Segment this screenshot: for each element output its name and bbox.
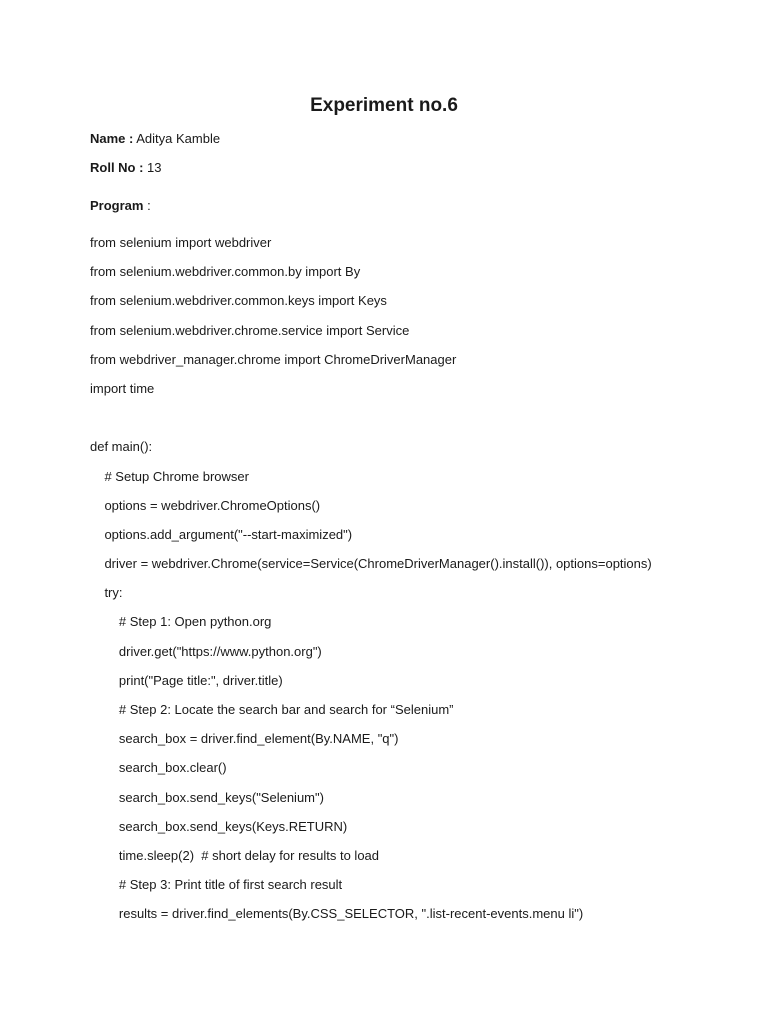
page-title: Experiment no.6 xyxy=(310,95,458,116)
code-line: time.sleep(2) # short delay for results to load xyxy=(90,847,380,863)
code-line: search_box.clear() xyxy=(90,760,227,776)
code-line: search_box.send_keys("Selenium") xyxy=(90,789,324,805)
program-suffix: : xyxy=(143,198,151,213)
code-line: from selenium.webdriver.chrome.service import Service xyxy=(90,322,410,338)
code-line: def main(): xyxy=(90,439,153,455)
code-line: from selenium import webdriver xyxy=(90,235,272,250)
program-label: Program xyxy=(90,198,144,213)
code-line: from selenium.webdriver.common.by import By xyxy=(90,264,361,280)
code-line: search_box.send_keys(Keys.RETURN) xyxy=(90,818,348,834)
roll-field xyxy=(90,159,162,177)
code-line: # Setup Chrome browser xyxy=(90,468,249,484)
code-line xyxy=(90,409,750,438)
code-line: # Step 3: Print title of first search result xyxy=(90,877,343,893)
code-line: driver.get("https://www.python.org") xyxy=(90,643,322,659)
code-line: options.add_argument("--start-maximized") xyxy=(90,526,353,542)
code-line: # Step 1: Open python.org xyxy=(90,614,272,630)
name-field xyxy=(90,130,220,148)
name-label: Name : xyxy=(90,131,134,146)
program-field xyxy=(90,197,151,215)
code-line: print("Page title:", driver.title) xyxy=(90,672,283,688)
code-block xyxy=(90,234,750,935)
roll-value: 13 xyxy=(143,160,162,175)
name-value: Aditya Kamble xyxy=(133,131,221,146)
code-line: try: xyxy=(90,585,123,601)
code-line: # Step 2: Locate the search bar and search for “Selenium” xyxy=(90,702,454,717)
code-line: results = driver.find_elements(By.CSS_SELECTOR, ".list-recent-events.menu li") xyxy=(90,906,584,922)
code-line: from selenium.webdriver.common.keys import Keys xyxy=(90,293,387,309)
code-line: import time xyxy=(90,380,155,396)
code-line: search_box = driver.find_element(By.NAME, "q") xyxy=(90,731,399,747)
code-line: driver = webdriver.Chrome(service=Service(ChromeDriverManager().install()), options=options) xyxy=(90,556,652,572)
code-line: options = webdriver.ChromeOptions() xyxy=(90,497,321,513)
code-line: from webdriver_manager.chrome import ChromeDriverManager xyxy=(90,351,457,367)
roll-label: Roll No : xyxy=(90,160,144,175)
